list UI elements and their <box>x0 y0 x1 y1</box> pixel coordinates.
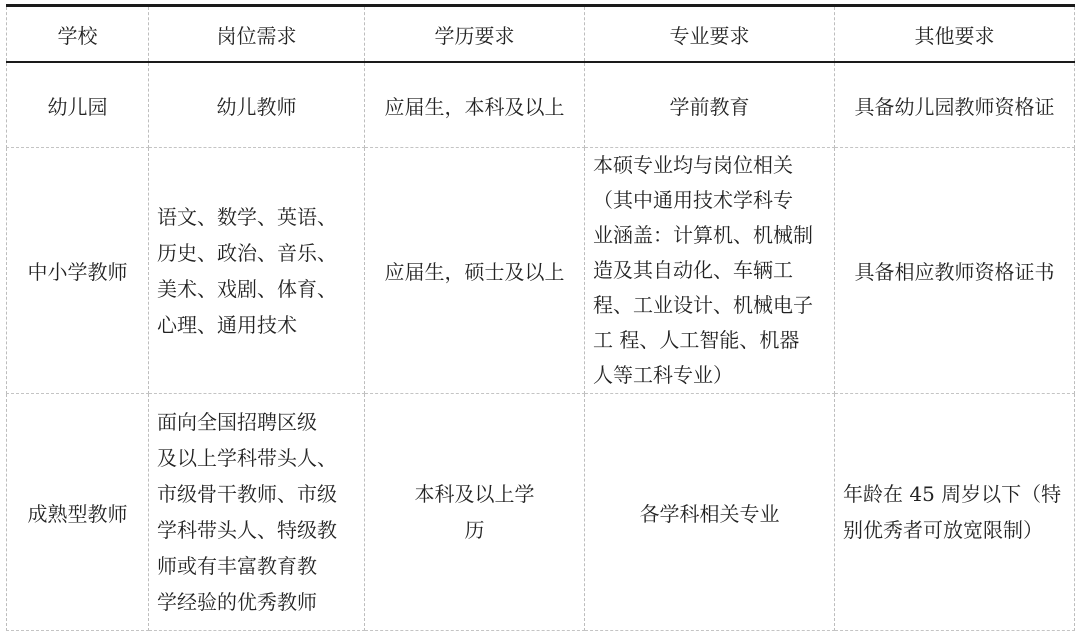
header-education: 学历要求 <box>365 6 585 63</box>
cell-line: 美术、戏剧、体育、 <box>157 276 337 301</box>
cell-lines <box>593 148 826 393</box>
cell-line: 业涵盖：计算机、机械制 <box>593 223 813 247</box>
cell-line: 历 <box>464 518 485 542</box>
cell-line: 应届生，硕士及以上 <box>384 260 565 284</box>
header-other: 其他要求 <box>835 6 1075 63</box>
cell-lines <box>157 199 356 343</box>
header-school: 学校 <box>7 6 149 63</box>
cell-lines <box>157 404 356 620</box>
cell-position <box>149 148 365 394</box>
table-row <box>7 148 1075 394</box>
cell-line: 及以上学科带头人、 <box>157 446 337 470</box>
cell-line: 工 程、人工智能、机器 <box>593 328 800 352</box>
cell-line: 具备幼儿园教师资格证 <box>854 94 1055 119</box>
cell-line: 具备相应教师资格证书 <box>854 260 1055 284</box>
cell-line: 本科及以上学 <box>414 482 535 506</box>
table-row <box>7 62 1075 148</box>
cell-other <box>835 148 1075 394</box>
table-header-row <box>7 6 1075 63</box>
cell-line: 历史、政治、音乐、 <box>157 240 337 265</box>
cell-line: 学经验的优秀教师 <box>157 590 317 614</box>
cell-line: 学前教育 <box>669 94 750 119</box>
cell-line: （其中通用技术学科专 <box>593 188 793 212</box>
cell-line: 各学科相关专业 <box>639 501 780 526</box>
cell-line: 心理、通用技术 <box>157 312 297 337</box>
cell-line: 程、工业设计、机械电子 <box>593 293 813 317</box>
cell-line: 语文、数学、英语、 <box>157 204 337 229</box>
cell-other <box>835 62 1075 148</box>
cell-line: 年龄在 45 周岁以下（特 <box>843 482 1062 506</box>
cell-education <box>365 394 585 631</box>
cell-line: 幼儿教师 <box>216 94 297 119</box>
cell-line: 师或有丰富教育教 <box>157 554 317 578</box>
cell-other <box>835 394 1075 631</box>
header-position: 岗位需求 <box>149 6 365 63</box>
cell-major <box>585 62 835 148</box>
cell-line: 应届生，本科及以上 <box>384 94 565 119</box>
cell-line: 本硕专业均与岗位相关 <box>593 153 793 177</box>
cell-major <box>585 148 835 394</box>
cell-school: 幼儿园 <box>7 62 149 148</box>
header-major: 专业要求 <box>585 6 835 63</box>
table-row <box>7 394 1075 631</box>
cell-lines <box>843 476 1066 548</box>
cell-line: 面向全国招聘区级 <box>157 410 317 434</box>
requirements-table-wrapper <box>6 4 1074 631</box>
cell-school: 中小学教师 <box>7 148 149 394</box>
cell-line: 造及其自动化、车辆工 <box>593 258 793 282</box>
cell-education <box>365 62 585 148</box>
cell-line: 人等工科专业） <box>593 363 733 387</box>
cell-line: 别优秀者可放宽限制） <box>843 518 1043 542</box>
cell-lines <box>373 476 576 548</box>
cell-major <box>585 394 835 631</box>
cell-line: 学科带头人、特级教 <box>157 518 337 542</box>
cell-school: 成熟型教师 <box>7 394 149 631</box>
recruitment-requirements-table <box>6 4 1075 631</box>
cell-line: 市级骨干教师、市级 <box>157 482 337 506</box>
cell-education <box>365 148 585 394</box>
cell-position <box>149 62 365 148</box>
cell-position <box>149 394 365 631</box>
